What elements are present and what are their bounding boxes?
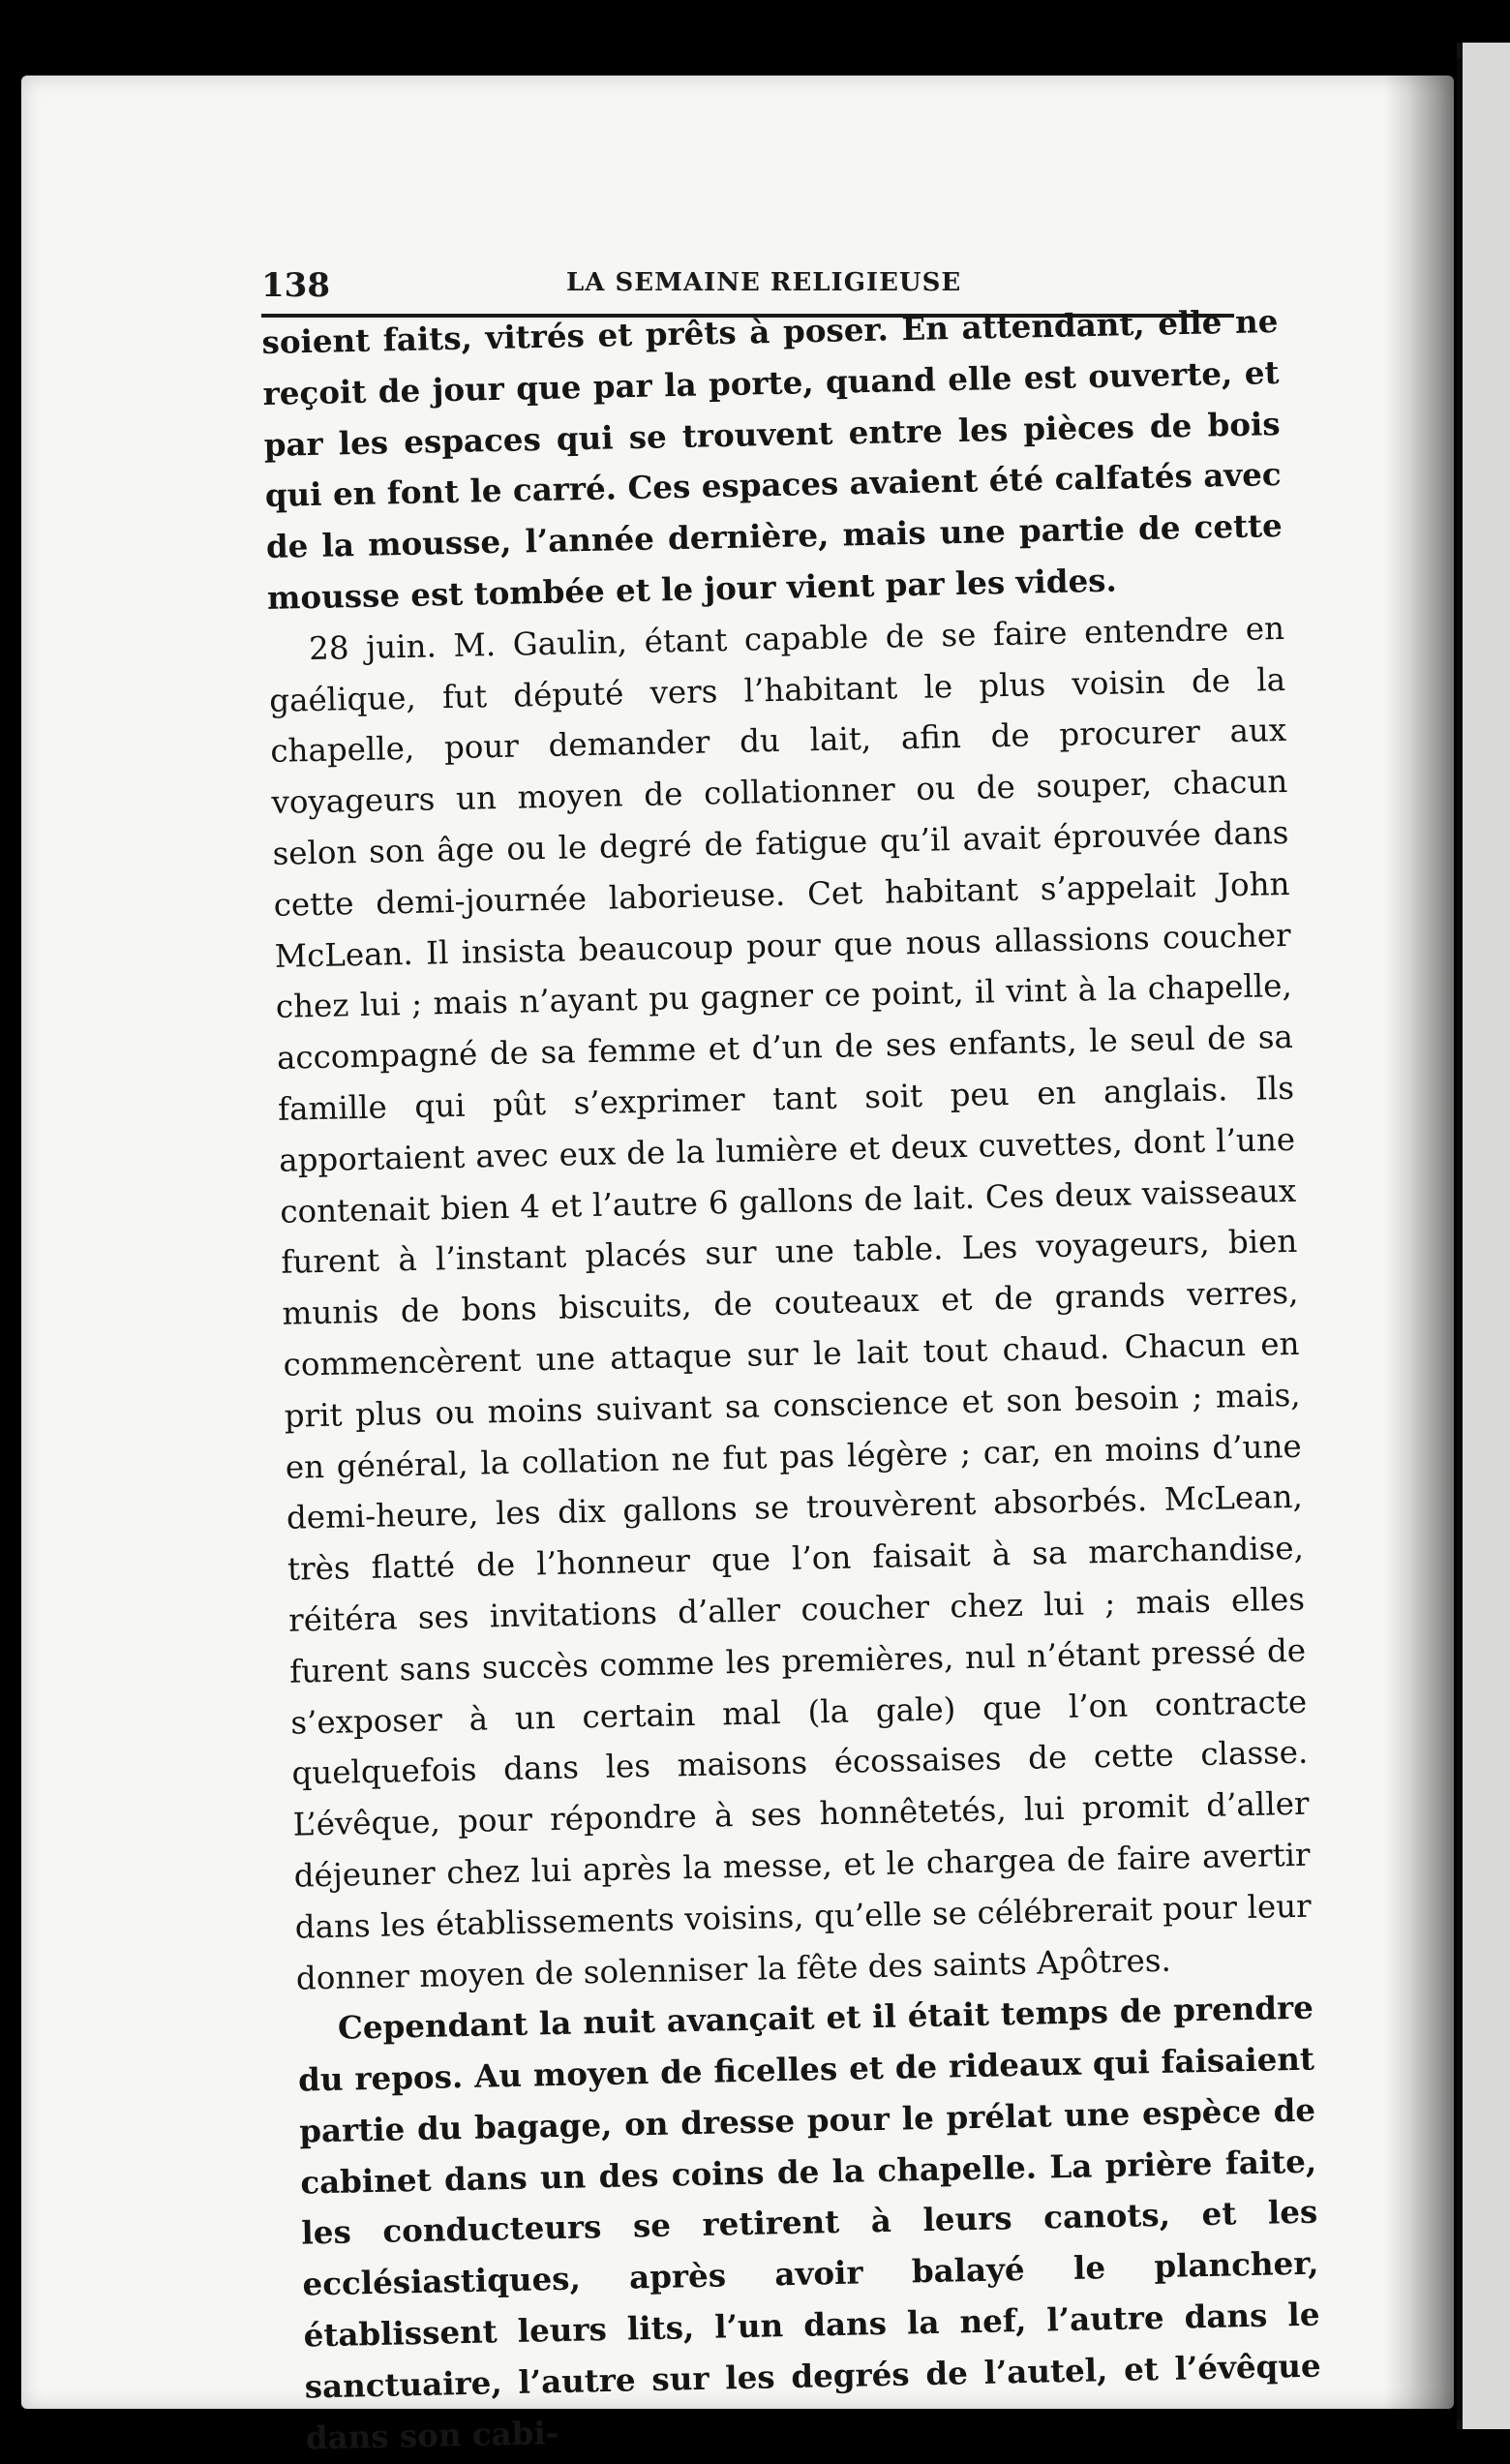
next-page-edge (1457, 43, 1510, 2429)
paragraph-2: 28 juin. M. Gaulin, étant capable de se faire entendre en gaélique, fut député vers l’habitant le plus voisin de la chapelle, pour demander du lait, afin de procurer aux voyageurs un moyen de collationner ou de souper, chacun selon son âge ou le degré de fatigue qu’il avait éprouvée dans cette demi-journée laborieuse. Cet habitant s’appelait John McLean. Il insista beaucoup pour que nous allassions coucher chez lui ; mais n’ayant pu gagner ce point, il vint à la chapelle, accompagné de sa femme et d’un de ses enfants, le seul de sa famille qui pût s’exprimer tant soit peu en anglais. Ils apportaient avec eux de la lumière et deux cuvettes, dont l’une contenait bien 4 et l’autre 6 gallons de lait. Ces deux vaisseaux furent à l’instant placés sur une table. Les voyageurs, bien munis de bons biscuits, de couteaux et de grands verres, commencèrent une attaque sur le lait tout chaud. Chacun en prit plus ou moins suivant sa conscience et son besoin ; mais, en général, la collation ne fut pas légère ; car, en moins d’une demi-heure, les dix gallons se trouvèrent absorbés. McLean, très flatté de l’honneur que l’on faisait à sa marchandise, réitéra ses invitations d’aller coucher chez lui ; mais elles furent sans succès comme les premières, nul n’étant pressé de s’exposer à un certain mal (la gale) que l’on contracte quelquefois dans les maisons écossaises de cette classe. L’évêque, pour répondre à ses honnêtetés, lui promit d’aller déjeuner chez lui après la messe, et le chargea de faire avertir dans les établissements voisins, qu’elle se célébrerait pour leur donner moyen de solenniser la fête des saints Apôtres. (268, 609, 1312, 1997)
paragraph-1: soient faits, vitrés et prêts à poser. En attendant, elle ne reçoit de jour que par la porte, quand elle est ouverte, et par les espaces qui se trouvent entre les pièces de bois qui en font le carré. Ces espaces avaient été calfatés avec de la mousse, l’année dernière, mais une partie de cette mousse est tombée et le jour vient par les vides. (261, 302, 1284, 617)
body-text (261, 296, 1322, 2464)
page-gutter-shadow (1384, 58, 1462, 2420)
paragraph-3: Cependant la nuit avançait et il était temps de prendre du repos. Au moyen de ficelles et de rideaux qui faisaient partie du bagage, on dresse pour le prélat une espèce de cabinet dans un des coins de la chapelle. La prière faite, les conducteurs se retirent à leurs canots, et les ecclésiastiques, après avoir balayé le plancher, établissent leurs lits, l’un dans la nef, l’autre dans le sanctuaire, l’autre sur les degrés de l’autel, et l’évêque dans son cabi- (297, 1988, 1321, 2457)
page-number: 138 (261, 266, 330, 305)
running-title: LA SEMAINE RELIGIEUSE (566, 268, 962, 297)
